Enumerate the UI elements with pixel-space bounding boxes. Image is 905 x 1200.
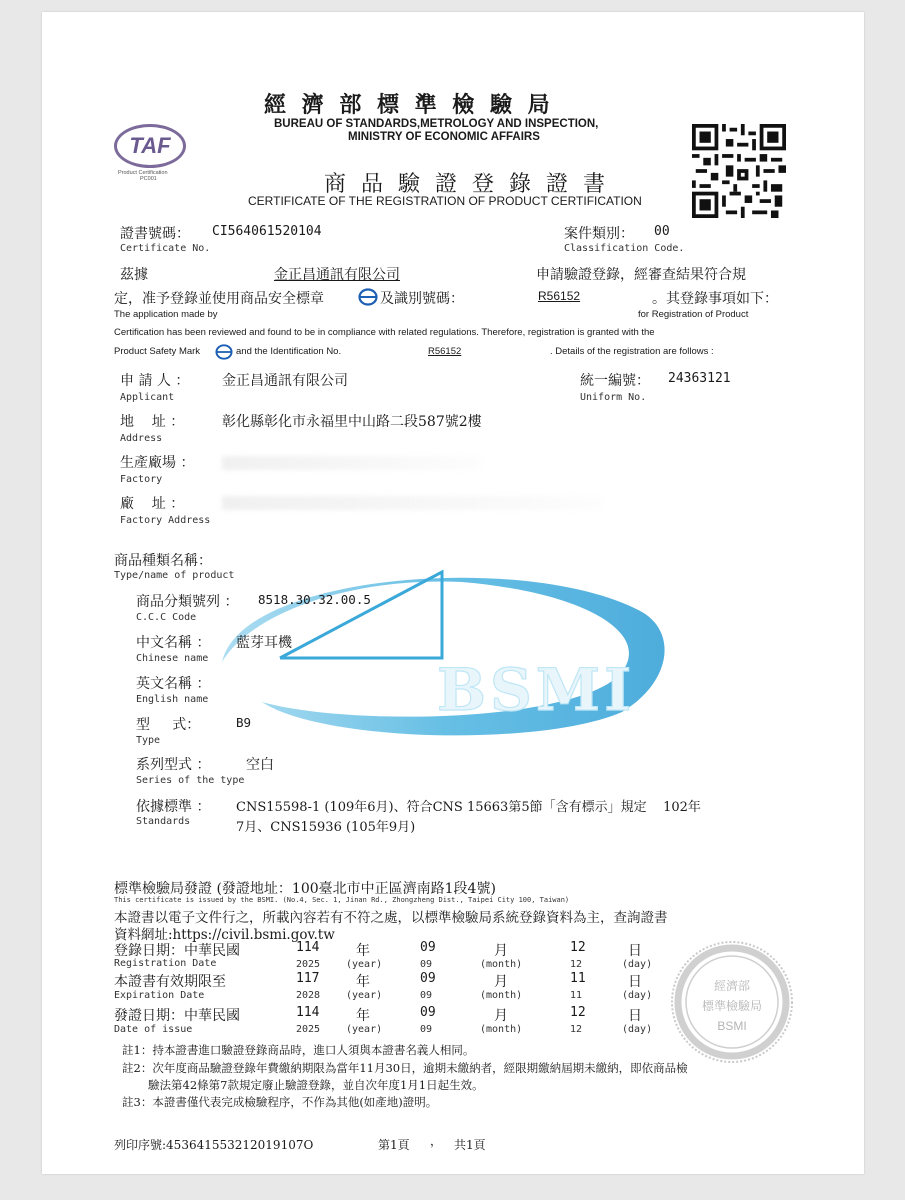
ccc-code-value: 8518.30.32.00.5 xyxy=(258,592,371,607)
taf-caption: Product Certification xyxy=(118,170,168,176)
ccc-code-label: 商品分類號列 ： xyxy=(136,594,239,610)
applicant-label: 申 請 人 ： xyxy=(120,373,190,389)
month-ad: 09 xyxy=(420,959,433,970)
company-name: 金正昌通訊有限公司 xyxy=(274,267,400,283)
address-en: Address xyxy=(120,433,163,444)
statement-line2: 定，准予登錄並使用商品安全標章 xyxy=(114,291,324,307)
series-value: 空白 xyxy=(246,757,274,773)
cert-no-label: 證書號碼： xyxy=(120,226,190,242)
year-roc: 117 xyxy=(296,971,320,986)
note-2a: 註2：次年度商品驗證登錄年費繳納期限為當年11月30日，逾期未繳納者，經限期繳納屆期未繳納，即依商品檢 xyxy=(122,1061,688,1075)
factory-address-label: 廠 址 ： xyxy=(120,496,185,512)
statement-line1: 申請驗證登錄，經審查結果符合規 xyxy=(536,267,746,283)
issued-by: 標準檢驗局發證 (發證地址：100臺北市中正區濟南路1段4號) xyxy=(114,881,496,897)
year-roc: 114 xyxy=(296,1005,320,1020)
product-type-label: 商品種類名稱： xyxy=(114,553,212,569)
statement-en-2: Certification has been reviewed and found to be in compliance with related regulations. Therefore, registration is granted with the xyxy=(114,327,655,338)
year-en: (year) xyxy=(346,959,383,970)
statement-en-1b: for Registration of Product xyxy=(638,309,749,320)
document-title-en: CERTIFICATE OF THE REGISTRATION OF PRODUCT CERTIFICATION xyxy=(248,194,642,208)
page-separator: ， xyxy=(430,1134,443,1148)
month-zh: 月 xyxy=(494,974,508,990)
series-label: 系列型式 ： xyxy=(136,757,211,773)
class-label: 案件類別： xyxy=(564,226,634,242)
ccc-code-en: C.C.C Code xyxy=(136,612,197,623)
uniform-no-en: Uniform No. xyxy=(580,392,647,403)
standards-value-2: 7月、CNS15936 (105年9月) xyxy=(236,820,416,835)
agency-name-en-1: BUREAU OF STANDARDS,METROLOGY AND INSPECTION, xyxy=(274,118,599,130)
seal-line-1: 經濟部 xyxy=(713,979,751,993)
date-label-en: Expiration Date xyxy=(114,990,205,1001)
date-label: 發證日期：中華民國 xyxy=(114,1008,240,1024)
day-en: (day) xyxy=(622,990,653,1001)
agency-name-zh: 經 濟 部 標 準 檢 驗 局 xyxy=(264,92,554,118)
month-en: (month) xyxy=(480,990,523,1001)
certificate-page xyxy=(42,12,864,1174)
page-total: 共1頁 xyxy=(454,1138,486,1152)
note-3: 註3：本證書僅代表完成檢驗程序，不作為其他(如產地)證明。 xyxy=(122,1095,438,1109)
date-label: 本證書有效期限至 xyxy=(114,974,226,990)
year-roc: 114 xyxy=(296,940,320,955)
month-roc: 09 xyxy=(420,1005,436,1020)
month-ad: 09 xyxy=(420,1024,433,1035)
statement-en-3d: . Details of the registration are follows : xyxy=(550,346,714,357)
day-zh: 日 xyxy=(628,974,642,990)
print-serial-no: 列印序號:453641553212019107O xyxy=(114,1138,314,1152)
taf-logo: TAF xyxy=(114,124,186,168)
notice-line-2: 資料網址:https://civil.bsmi.gov.tw xyxy=(114,927,335,943)
year-ad: 2028 xyxy=(296,990,321,1001)
date-label-en: Date of issue xyxy=(114,1024,193,1035)
day-zh: 日 xyxy=(628,943,642,959)
statement-en-1a: The application made by xyxy=(114,309,218,320)
day-roc: 12 xyxy=(570,1005,586,1020)
cert-no-value: CI564061520104 xyxy=(212,224,322,239)
month-zh: 月 xyxy=(494,943,508,959)
day-en: (day) xyxy=(622,1024,653,1035)
model-label: 型 式： xyxy=(136,717,201,733)
model-value: B9 xyxy=(236,715,252,730)
standards-label: 依據標準 ： xyxy=(136,799,211,815)
date-label: 登錄日期：中華民國 xyxy=(114,943,240,959)
month-ad: 09 xyxy=(420,990,433,1001)
statement-line2b: 及識別號碼： xyxy=(380,291,464,307)
standards-en: Standards xyxy=(136,816,191,827)
month-roc: 09 xyxy=(420,971,436,986)
applicant-en: Applicant xyxy=(120,392,175,403)
standards-value-1: CNS15598-1 (109年6月)、符合CNS 15663第5節「含有標示」規定 102年 xyxy=(236,800,701,815)
year-zh: 年 xyxy=(356,1008,370,1024)
seal-line-3: BSMI xyxy=(717,1019,747,1033)
day-ad: 11 xyxy=(570,990,583,1001)
address-label: 地 址 ： xyxy=(120,414,185,430)
day-roc: 12 xyxy=(570,940,586,955)
factory-en: Factory xyxy=(120,474,163,485)
bsmi-official-seal xyxy=(670,940,794,1064)
document-title-zh: 商 品 驗 證 登 錄 證 書 xyxy=(324,172,609,197)
uniform-no-label: 統一編號： xyxy=(580,373,650,389)
issued-by-en: This certificate is issued by the BSMI. (No.4, Sec. 1, Jinan Rd., Zhongzheng Dist., Taipei City 100, Taiwan) xyxy=(114,896,570,904)
statement-en-3b: and the Identification No. xyxy=(236,346,342,357)
agency-name-en-2: MINISTRY OF ECONOMIC AFFAIRS xyxy=(348,131,540,143)
series-en: Series of the type xyxy=(136,775,245,786)
model-en: Type xyxy=(136,735,161,746)
year-ad: 2025 xyxy=(296,959,321,970)
applicant-value: 金正昌通訊有限公司 xyxy=(222,373,348,389)
chinese-name-value: 藍芽耳機 xyxy=(236,635,292,651)
month-en: (month) xyxy=(480,959,523,970)
chinese-name-label: 中文名稱 ： xyxy=(136,635,211,651)
note-1: 註1：持本證書進口驗證登錄商品時，進口人須與本證書名義人相同。 xyxy=(122,1043,475,1057)
cert-no-en: Certificate No. xyxy=(120,243,211,254)
year-zh: 年 xyxy=(356,943,370,959)
month-zh: 月 xyxy=(494,1008,508,1024)
bsmi-watermark-text: BSMI xyxy=(437,656,636,724)
day-en: (day) xyxy=(622,959,653,970)
class-en: Classification Code. xyxy=(564,243,685,254)
notice-line-1: 本證書以電子文件行之，所載內容若有不符之處，以標準檢驗局系統登錄資料為主，查詢證書 xyxy=(114,910,668,926)
product-type-en: Type/name of product xyxy=(114,570,235,581)
note-2b: 驗法第42條第7款規定廢止驗證登錄，並自次年度1月1日起生效。 xyxy=(148,1078,484,1092)
month-en: (month) xyxy=(480,1024,523,1035)
qr-code-icon xyxy=(692,124,786,218)
chinese-name-en: Chinese name xyxy=(136,653,209,664)
page-number: 第1頁 xyxy=(378,1138,410,1152)
day-ad: 12 xyxy=(570,1024,583,1035)
factory-address-redacted xyxy=(222,496,602,510)
year-zh: 年 xyxy=(356,974,370,990)
year-en: (year) xyxy=(346,990,383,1001)
statement-lead: 茲據 xyxy=(120,267,148,283)
english-name-en: English name xyxy=(136,694,209,705)
year-en: (year) xyxy=(346,1024,383,1035)
day-roc: 11 xyxy=(570,971,586,986)
month-roc: 09 xyxy=(420,940,436,955)
class-value: 00 xyxy=(654,224,670,239)
product-safety-mark-icon xyxy=(358,288,378,306)
factory-address-en: Factory Address xyxy=(120,515,211,526)
product-safety-mark-icon-small xyxy=(215,344,233,360)
seal-line-2: 標準檢驗局 xyxy=(701,999,763,1013)
factory-redacted xyxy=(222,456,482,470)
year-ad: 2025 xyxy=(296,1024,321,1035)
statement-en-3a: Product Safety Mark xyxy=(114,346,201,357)
taf-code: PC001 xyxy=(140,176,157,182)
day-ad: 12 xyxy=(570,959,583,970)
address-value: 彰化縣彰化市永福里中山路二段587號2樓 xyxy=(222,414,482,430)
factory-label: 生產廠場 ： xyxy=(120,455,195,471)
statement-en-3c: R56152 xyxy=(428,346,462,357)
identification-no: R56152 xyxy=(538,289,581,303)
statement-line2c: 。其登錄事項如下： xyxy=(652,291,778,307)
date-label-en: Registration Date xyxy=(114,958,217,969)
english-name-label: 英文名稱 ： xyxy=(136,676,211,692)
uniform-no-value: 24363121 xyxy=(668,371,731,386)
day-zh: 日 xyxy=(628,1008,642,1024)
